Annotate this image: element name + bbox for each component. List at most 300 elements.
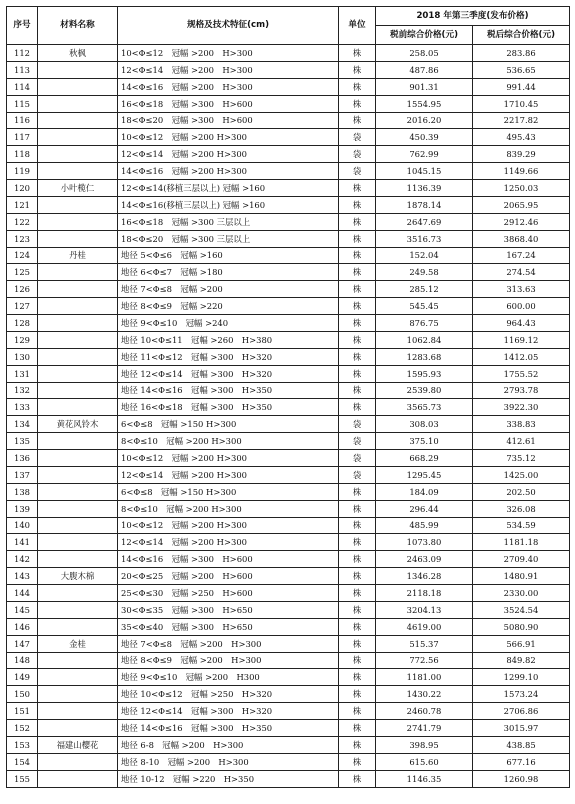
- post-tax-price: 2217.82: [473, 112, 570, 129]
- spec-cell: 地径 16<Φ≤18 冠幅 >300 H>350: [118, 399, 339, 416]
- material-name: [38, 163, 118, 180]
- row-number: 125: [7, 264, 38, 281]
- row-number: 155: [7, 770, 38, 787]
- spec-cell: 12<Φ≤14(移植三层以上) 冠幅 >160: [118, 180, 339, 197]
- pre-tax-price: 1878.14: [376, 196, 473, 213]
- row-number: 128: [7, 315, 38, 332]
- row-number: 123: [7, 230, 38, 247]
- pre-tax-price: 485.99: [376, 517, 473, 534]
- row-number: 116: [7, 112, 38, 129]
- header-seq: 序号: [7, 7, 38, 45]
- price-table: [6, 6, 570, 788]
- unit-cell: 株: [339, 331, 376, 348]
- material-name: [38, 348, 118, 365]
- material-name: [38, 703, 118, 720]
- unit-cell: 株: [339, 112, 376, 129]
- row-number: 114: [7, 78, 38, 95]
- pre-tax-price: 1595.93: [376, 365, 473, 382]
- unit-cell: 株: [339, 720, 376, 737]
- post-tax-price: 1149.66: [473, 163, 570, 180]
- post-tax-price: 1425.00: [473, 466, 570, 483]
- row-number: 115: [7, 95, 38, 112]
- unit-cell: 株: [339, 703, 376, 720]
- table-row: [7, 78, 570, 95]
- post-tax-price: 839.29: [473, 146, 570, 163]
- pre-tax-price: 184.09: [376, 483, 473, 500]
- post-tax-price: 274.54: [473, 264, 570, 281]
- table-row: [7, 500, 570, 517]
- table-row: [7, 669, 570, 686]
- row-number: 153: [7, 736, 38, 753]
- row-number: 130: [7, 348, 38, 365]
- post-tax-price: 2709.40: [473, 551, 570, 568]
- table-row: [7, 416, 570, 433]
- unit-cell: 株: [339, 180, 376, 197]
- unit-cell: 株: [339, 686, 376, 703]
- spec-cell: 10<Φ≤12 冠幅 >200 H>300: [118, 517, 339, 534]
- table-row: [7, 315, 570, 332]
- row-number: 132: [7, 382, 38, 399]
- table-row: [7, 129, 570, 146]
- pre-tax-price: 3516.73: [376, 230, 473, 247]
- spec-cell: 地径 8<Φ≤9 冠幅 >220: [118, 298, 339, 315]
- table-header: [7, 7, 570, 45]
- table-row: [7, 483, 570, 500]
- material-name: [38, 95, 118, 112]
- post-tax-price: 1169.12: [473, 331, 570, 348]
- unit-cell: 袋: [339, 146, 376, 163]
- post-tax-price: 534.59: [473, 517, 570, 534]
- post-tax-price: 1573.24: [473, 686, 570, 703]
- table-row: [7, 180, 570, 197]
- row-number: 135: [7, 433, 38, 450]
- spec-cell: 地径 8<Φ≤9 冠幅 >200 H>300: [118, 652, 339, 669]
- pre-tax-price: 1295.45: [376, 466, 473, 483]
- spec-cell: 8<Φ≤10 冠幅 >200 H>300: [118, 500, 339, 517]
- spec-cell: 10<Φ≤12 冠幅 >200 H>300: [118, 450, 339, 467]
- spec-cell: 18<Φ≤20 冠幅 >300 H>600: [118, 112, 339, 129]
- table-row: [7, 703, 570, 720]
- pre-tax-price: 1181.00: [376, 669, 473, 686]
- pre-tax-price: 515.37: [376, 635, 473, 652]
- unit-cell: 株: [339, 551, 376, 568]
- table-row: [7, 720, 570, 737]
- unit-cell: 株: [339, 264, 376, 281]
- spec-cell: 18<Φ≤20 冠幅 >300 三层以上: [118, 230, 339, 247]
- pre-tax-price: 2463.09: [376, 551, 473, 568]
- pre-tax-price: 2460.78: [376, 703, 473, 720]
- unit-cell: 株: [339, 601, 376, 618]
- post-tax-price: 3015.97: [473, 720, 570, 737]
- row-number: 143: [7, 568, 38, 585]
- row-number: 133: [7, 399, 38, 416]
- table-row: [7, 163, 570, 180]
- row-number: 146: [7, 618, 38, 635]
- pre-tax-price: 876.75: [376, 315, 473, 332]
- row-number: 131: [7, 365, 38, 382]
- pre-tax-price: 668.29: [376, 450, 473, 467]
- pre-tax-price: 308.03: [376, 416, 473, 433]
- material-name: [38, 720, 118, 737]
- spec-cell: 12<Φ≤14 冠幅 >200 H>300: [118, 61, 339, 78]
- post-tax-price: 2706.86: [473, 703, 570, 720]
- pre-tax-price: 152.04: [376, 247, 473, 264]
- material-name: [38, 753, 118, 770]
- material-name: 大腹木棉: [38, 568, 118, 585]
- unit-cell: 株: [339, 517, 376, 534]
- post-tax-price: 338.83: [473, 416, 570, 433]
- material-name: [38, 585, 118, 602]
- header-unit: 单位: [339, 7, 376, 45]
- unit-cell: 株: [339, 500, 376, 517]
- table-row: [7, 568, 570, 585]
- table-row: [7, 213, 570, 230]
- table-row: [7, 466, 570, 483]
- material-name: [38, 770, 118, 787]
- spec-cell: 35<Φ≤40 冠幅 >300 H>650: [118, 618, 339, 635]
- pre-tax-price: 487.86: [376, 61, 473, 78]
- header-pre-tax: 税前综合价格(元): [376, 26, 473, 45]
- pre-tax-price: 615.60: [376, 753, 473, 770]
- row-number: 127: [7, 298, 38, 315]
- material-name: [38, 78, 118, 95]
- unit-cell: 袋: [339, 466, 376, 483]
- unit-cell: 株: [339, 365, 376, 382]
- row-number: 124: [7, 247, 38, 264]
- pre-tax-price: 1136.39: [376, 180, 473, 197]
- row-number: 149: [7, 669, 38, 686]
- post-tax-price: 1710.45: [473, 95, 570, 112]
- material-name: [38, 129, 118, 146]
- pre-tax-price: 901.31: [376, 78, 473, 95]
- pre-tax-price: 2118.18: [376, 585, 473, 602]
- row-number: 126: [7, 281, 38, 298]
- pre-tax-price: 1073.80: [376, 534, 473, 551]
- material-name: [38, 669, 118, 686]
- spec-cell: 地径 10-12 冠幅 >220 H>350: [118, 770, 339, 787]
- unit-cell: 株: [339, 585, 376, 602]
- pre-tax-price: 4619.00: [376, 618, 473, 635]
- spec-cell: 6<Φ≤8 冠幅 >150 H>300: [118, 483, 339, 500]
- spec-cell: 地径 6-8 冠幅 >200 H>300: [118, 736, 339, 753]
- table-row: [7, 635, 570, 652]
- pre-tax-price: 1430.22: [376, 686, 473, 703]
- spec-cell: 12<Φ≤14 冠幅 >200 H>300: [118, 466, 339, 483]
- spec-cell: 地径 14<Φ≤16 冠幅 >300 H>350: [118, 720, 339, 737]
- row-number: 152: [7, 720, 38, 737]
- row-number: 118: [7, 146, 38, 163]
- spec-cell: 地径 11<Φ≤12 冠幅 >300 H>320: [118, 348, 339, 365]
- unit-cell: 袋: [339, 163, 376, 180]
- post-tax-price: 1260.98: [473, 770, 570, 787]
- table-row: [7, 736, 570, 753]
- pre-tax-price: 2016.20: [376, 112, 473, 129]
- table-row: [7, 298, 570, 315]
- row-number: 134: [7, 416, 38, 433]
- unit-cell: 株: [339, 61, 376, 78]
- unit-cell: 袋: [339, 416, 376, 433]
- post-tax-price: 2330.00: [473, 585, 570, 602]
- material-name: 金桂: [38, 635, 118, 652]
- material-name: [38, 500, 118, 517]
- table-row: [7, 517, 570, 534]
- pre-tax-price: 1554.95: [376, 95, 473, 112]
- table-row: [7, 247, 570, 264]
- row-number: 141: [7, 534, 38, 551]
- material-name: 福建山樱花: [38, 736, 118, 753]
- post-tax-price: 495.43: [473, 129, 570, 146]
- pre-tax-price: 2539.80: [376, 382, 473, 399]
- table-row: [7, 196, 570, 213]
- material-name: [38, 382, 118, 399]
- spec-cell: 14<Φ≤16 冠幅 >300 H>600: [118, 551, 339, 568]
- table-row: [7, 652, 570, 669]
- row-number: 121: [7, 196, 38, 213]
- row-number: 117: [7, 129, 38, 146]
- spec-cell: 6<Φ≤8 冠幅 >150 H>300: [118, 416, 339, 433]
- material-name: [38, 534, 118, 551]
- unit-cell: 株: [339, 45, 376, 62]
- header-spec: 规格及技术特征(cm): [118, 7, 339, 45]
- post-tax-price: 1250.03: [473, 180, 570, 197]
- post-tax-price: 1299.10: [473, 669, 570, 686]
- material-name: [38, 315, 118, 332]
- material-name: [38, 331, 118, 348]
- row-number: 147: [7, 635, 38, 652]
- pre-tax-price: 3204.13: [376, 601, 473, 618]
- table-row: [7, 348, 570, 365]
- pre-tax-price: 249.58: [376, 264, 473, 281]
- price-table-container: [6, 6, 569, 788]
- material-name: [38, 686, 118, 703]
- pre-tax-price: 545.45: [376, 298, 473, 315]
- pre-tax-price: 3565.73: [376, 399, 473, 416]
- row-number: 119: [7, 163, 38, 180]
- unit-cell: 株: [339, 568, 376, 585]
- row-number: 140: [7, 517, 38, 534]
- unit-cell: 株: [339, 534, 376, 551]
- spec-cell: 地径 8-10 冠幅 >200 H>300: [118, 753, 339, 770]
- unit-cell: 株: [339, 736, 376, 753]
- post-tax-price: 3868.40: [473, 230, 570, 247]
- spec-cell: 10<Φ≤12 冠幅 >200 H>300: [118, 129, 339, 146]
- material-name: [38, 466, 118, 483]
- row-number: 142: [7, 551, 38, 568]
- pre-tax-price: 762.99: [376, 146, 473, 163]
- post-tax-price: 1412.05: [473, 348, 570, 365]
- material-name: [38, 551, 118, 568]
- material-name: [38, 450, 118, 467]
- table-row: [7, 551, 570, 568]
- header-name: 材料名称: [38, 7, 118, 45]
- post-tax-price: 1181.18: [473, 534, 570, 551]
- material-name: [38, 61, 118, 78]
- post-tax-price: 964.43: [473, 315, 570, 332]
- spec-cell: 地径 5<Φ≤6 冠幅 >160: [118, 247, 339, 264]
- material-name: [38, 652, 118, 669]
- row-number: 122: [7, 213, 38, 230]
- table-body: [7, 45, 570, 788]
- material-name: [38, 433, 118, 450]
- unit-cell: 株: [339, 770, 376, 787]
- pre-tax-price: 450.39: [376, 129, 473, 146]
- unit-cell: 株: [339, 281, 376, 298]
- post-tax-price: 326.08: [473, 500, 570, 517]
- row-number: 151: [7, 703, 38, 720]
- table-row: [7, 146, 570, 163]
- pre-tax-price: 2647.69: [376, 213, 473, 230]
- spec-cell: 20<Φ≤25 冠幅 >200 H>600: [118, 568, 339, 585]
- pre-tax-price: 1346.28: [376, 568, 473, 585]
- unit-cell: 袋: [339, 129, 376, 146]
- unit-cell: 株: [339, 230, 376, 247]
- post-tax-price: 438.85: [473, 736, 570, 753]
- table-row: [7, 45, 570, 62]
- unit-cell: 株: [339, 78, 376, 95]
- post-tax-price: 536.65: [473, 61, 570, 78]
- table-row: [7, 618, 570, 635]
- table-row: [7, 585, 570, 602]
- unit-cell: 株: [339, 669, 376, 686]
- post-tax-price: 3524.54: [473, 601, 570, 618]
- unit-cell: 株: [339, 382, 376, 399]
- row-number: 112: [7, 45, 38, 62]
- post-tax-price: 677.16: [473, 753, 570, 770]
- spec-cell: 14<Φ≤16(移植三层以上) 冠幅 >160: [118, 196, 339, 213]
- row-number: 150: [7, 686, 38, 703]
- spec-cell: 14<Φ≤16 冠幅 >200 H>300: [118, 163, 339, 180]
- pre-tax-price: 375.10: [376, 433, 473, 450]
- unit-cell: 袋: [339, 450, 376, 467]
- pre-tax-price: 772.56: [376, 652, 473, 669]
- material-name: 秋枫: [38, 45, 118, 62]
- pre-tax-price: 398.95: [376, 736, 473, 753]
- material-name: [38, 264, 118, 281]
- row-number: 137: [7, 466, 38, 483]
- row-number: 129: [7, 331, 38, 348]
- pre-tax-price: 2741.79: [376, 720, 473, 737]
- row-number: 113: [7, 61, 38, 78]
- pre-tax-price: 1283.68: [376, 348, 473, 365]
- row-number: 144: [7, 585, 38, 602]
- material-name: [38, 601, 118, 618]
- table-row: [7, 686, 570, 703]
- spec-cell: 14<Φ≤16 冠幅 >200 H>300: [118, 78, 339, 95]
- post-tax-price: 2793.78: [473, 382, 570, 399]
- row-number: 139: [7, 500, 38, 517]
- pre-tax-price: 1146.35: [376, 770, 473, 787]
- pre-tax-price: 296.44: [376, 500, 473, 517]
- spec-cell: 8<Φ≤10 冠幅 >200 H>300: [118, 433, 339, 450]
- pre-tax-price: 285.12: [376, 281, 473, 298]
- post-tax-price: 735.12: [473, 450, 570, 467]
- row-number: 154: [7, 753, 38, 770]
- unit-cell: 株: [339, 348, 376, 365]
- unit-cell: 株: [339, 635, 376, 652]
- post-tax-price: 5080.90: [473, 618, 570, 635]
- spec-cell: 地径 12<Φ≤14 冠幅 >300 H>320: [118, 703, 339, 720]
- table-row: [7, 230, 570, 247]
- unit-cell: 袋: [339, 433, 376, 450]
- table-row: [7, 534, 570, 551]
- post-tax-price: 3922.30: [473, 399, 570, 416]
- unit-cell: 株: [339, 483, 376, 500]
- spec-cell: 16<Φ≤18 冠幅 >300 三层以上: [118, 213, 339, 230]
- material-name: [38, 517, 118, 534]
- post-tax-price: 313.63: [473, 281, 570, 298]
- row-number: 148: [7, 652, 38, 669]
- unit-cell: 株: [339, 315, 376, 332]
- material-name: [38, 112, 118, 129]
- table-row: [7, 112, 570, 129]
- material-name: [38, 618, 118, 635]
- post-tax-price: 283.86: [473, 45, 570, 62]
- material-name: [38, 213, 118, 230]
- spec-cell: 地径 9<Φ≤10 冠幅 >240: [118, 315, 339, 332]
- unit-cell: 株: [339, 95, 376, 112]
- unit-cell: 株: [339, 618, 376, 635]
- post-tax-price: 2912.46: [473, 213, 570, 230]
- table-row: [7, 382, 570, 399]
- row-number: 120: [7, 180, 38, 197]
- spec-cell: 地径 9<Φ≤10 冠幅 >200 H300: [118, 669, 339, 686]
- spec-cell: 12<Φ≤14 冠幅 >200 H>300: [118, 534, 339, 551]
- post-tax-price: 412.61: [473, 433, 570, 450]
- table-row: [7, 281, 570, 298]
- material-name: 黄花风铃木: [38, 416, 118, 433]
- spec-cell: 30<Φ≤35 冠幅 >300 H>650: [118, 601, 339, 618]
- unit-cell: 株: [339, 247, 376, 264]
- table-row: [7, 61, 570, 78]
- material-name: [38, 365, 118, 382]
- spec-cell: 地径 14<Φ≤16 冠幅 >300 H>350: [118, 382, 339, 399]
- header-post-tax: 税后综合价格(元): [473, 26, 570, 45]
- pre-tax-price: 1045.15: [376, 163, 473, 180]
- material-name: 丹桂: [38, 247, 118, 264]
- material-name: [38, 281, 118, 298]
- material-name: [38, 483, 118, 500]
- table-row: [7, 433, 570, 450]
- spec-cell: 地径 7<Φ≤8 冠幅 >200 H>300: [118, 635, 339, 652]
- header-period: 2018 年第三季度(发布价格): [376, 7, 570, 26]
- table-row: [7, 95, 570, 112]
- table-row: [7, 365, 570, 382]
- unit-cell: 株: [339, 652, 376, 669]
- pre-tax-price: 258.05: [376, 45, 473, 62]
- unit-cell: 株: [339, 298, 376, 315]
- spec-cell: 10<Φ≤12 冠幅 >200 H>300: [118, 45, 339, 62]
- spec-cell: 25<Φ≤30 冠幅 >250 H>600: [118, 585, 339, 602]
- spec-cell: 地径 12<Φ≤14 冠幅 >300 H>320: [118, 365, 339, 382]
- material-name: [38, 230, 118, 247]
- post-tax-price: 202.50: [473, 483, 570, 500]
- unit-cell: 株: [339, 213, 376, 230]
- material-name: 小叶榄仁: [38, 180, 118, 197]
- post-tax-price: 1480.91: [473, 568, 570, 585]
- spec-cell: 地径 7<Φ≤8 冠幅 >200: [118, 281, 339, 298]
- unit-cell: 株: [339, 753, 376, 770]
- row-number: 145: [7, 601, 38, 618]
- post-tax-price: 600.00: [473, 298, 570, 315]
- row-number: 136: [7, 450, 38, 467]
- table-row: [7, 770, 570, 787]
- unit-cell: 株: [339, 399, 376, 416]
- post-tax-price: 167.24: [473, 247, 570, 264]
- table-row: [7, 264, 570, 281]
- table-row: [7, 753, 570, 770]
- row-number: 138: [7, 483, 38, 500]
- table-row: [7, 399, 570, 416]
